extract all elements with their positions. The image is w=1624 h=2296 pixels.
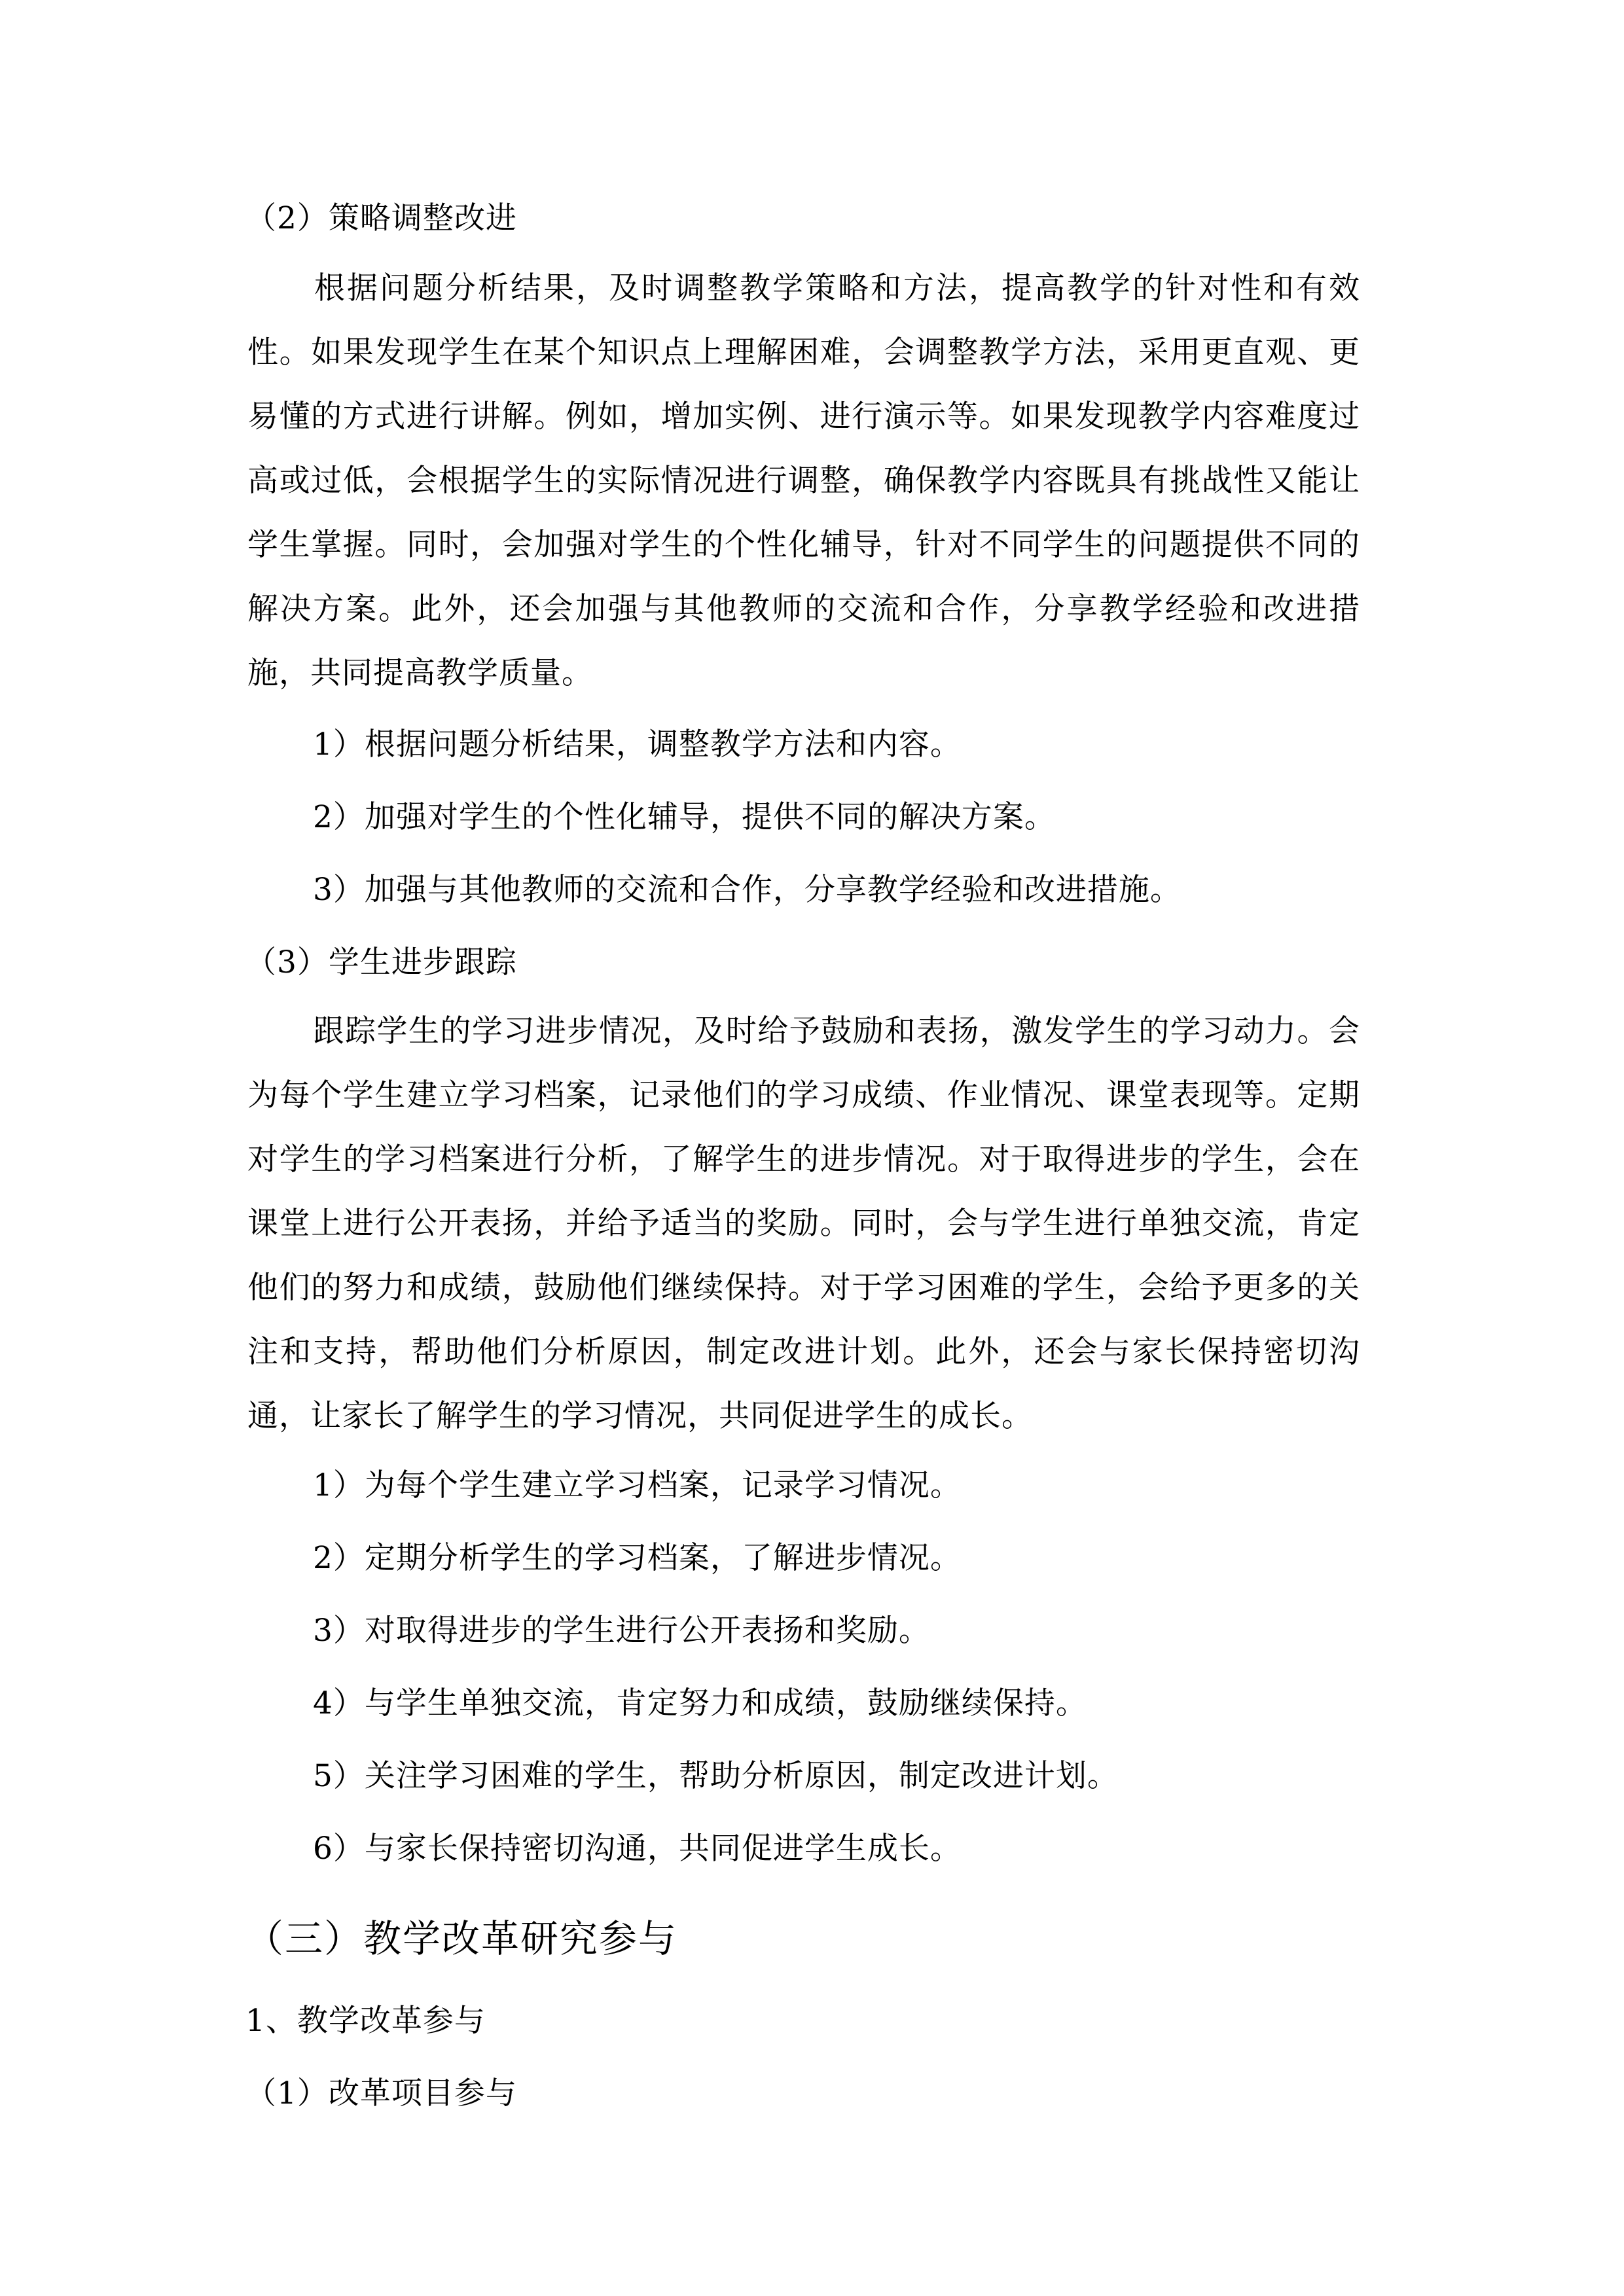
sub-sub-heading: （1）改革项目参与 (245, 2075, 517, 2111)
body-paragraph (247, 257, 1360, 706)
list-item: 5）关注学习困难的学生，帮助分析原因，制定改进计划。 (313, 1758, 1119, 1794)
list-item: 3）加强与其他教师的交流和合作，分享教学经验和改进措施。 (313, 872, 1182, 908)
list-item: 3）对取得进步的学生进行公开表扬和奖励。 (313, 1613, 930, 1649)
section-heading: （2）策略调整改进 (245, 200, 517, 236)
list-item: 2）加强对学生的个性化辅导，提供不同的解决方案。 (313, 799, 1056, 835)
list-item: 2）定期分析学生的学习档案，了解进步情况。 (313, 1540, 962, 1576)
paragraph-text: 根据问题分析结果，及时调整教学策略和方法，提高教学的针对性和有效性。如果发现学生在某个知识点上理解困难，会调整教学方法，采用更直观、更易懂的方式进行讲解。例如，增加实例、进行演示等。如果发现教学内容难度过高或过低，会根据学生的实际情况进行调整，确保教学内容既具有挑战性又能让学生掌握。同时，会加强对学生的个性化辅导，针对不同学生的问题提供不同的解决方案。此外，还会加强与其他教师的交流和合作，分享教学经验和改进措施，共同提高教学质量。 (247, 270, 1360, 691)
body-paragraph (247, 999, 1360, 1448)
chapter-heading: （三）教学改革研究参与 (245, 1916, 678, 1961)
section-heading: （3）学生进步跟踪 (245, 944, 517, 980)
list-item: 1）根据问题分析结果，调整教学方法和内容。 (313, 726, 962, 762)
list-item: 1）为每个学生建立学习档案，记录学习情况。 (313, 1467, 962, 1503)
sub-heading: 1、教学改革参与 (245, 2003, 486, 2039)
list-item: 4）与学生单独交流，肯定努力和成绩，鼓励继续保持。 (313, 1685, 1087, 1721)
list-item: 6）与家长保持密切沟通，共同促进学生成长。 (313, 1831, 962, 1867)
paragraph-text: 跟踪学生的学习进步情况，及时给予鼓励和表扬，激发学生的学习动力。会为每个学生建立学习档案，记录他们的学习成绩、作业情况、课堂表现等。定期对学生的学习档案进行分析，了解学生的进步情况。对于取得进步的学生，会在课堂上进行公开表扬，并给予适当的奖励。同时，会与学生进行单独交流，肯定他们的努力和成绩，鼓励他们继续保持。对于学习困难的学生，会给予更多的关注和支持，帮助他们分析原因，制定改进计划。此外，还会与家长保持密切沟通，让家长了解学生的学习情况，共同促进学生的成长。 (247, 1013, 1360, 1434)
